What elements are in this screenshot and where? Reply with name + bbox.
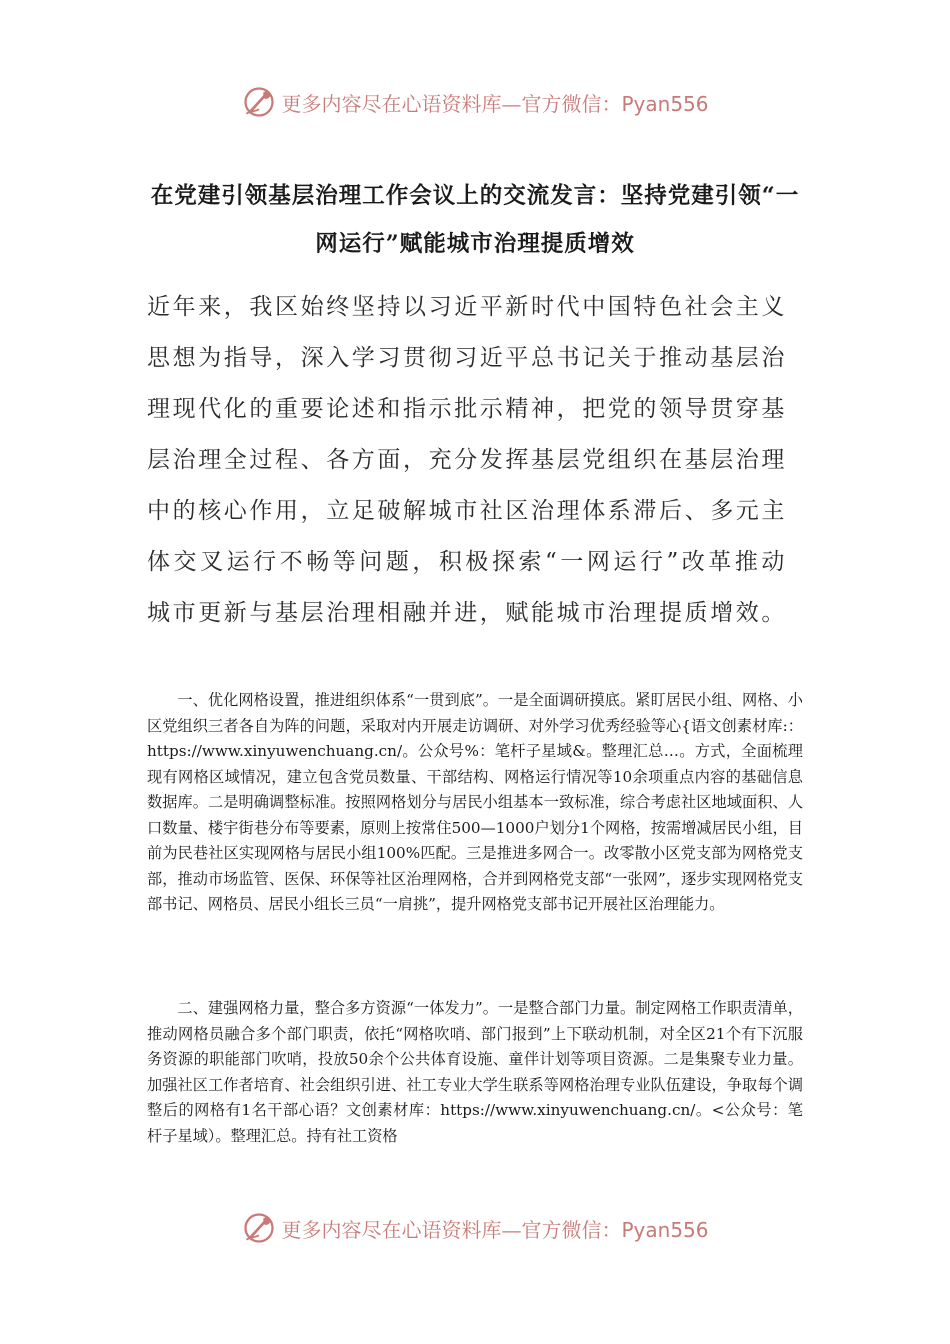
watermark-text: 更多内容尽在心语资料库—官方微信： [281, 91, 622, 116]
body-paragraph-1: 一、优化网格设置，推进组织体系“一贯到底”。一是全面调研摸底。紧盯居民小组、网格、小区党组织三者各自为阵的问题，采取对内开展走访调研、对外学习优秀经验等心{语文创素材库:：https://www.xinyuwenchuang.cn/。公众号%：笔杆子星域&。整理汇总…。方式，全面梳理现有网格区域情况，建立包含党员数量、干部结构、网格运行情况等10余项重点内容的基础信息数据库。二是明确调整标准。按照网格划分与居民小组基本一致标准，综合考虑社区地域面积、人口数量、楼宇街巷分布等要素，原则上按常住500—1000户划分1个网格，按需增减居民小组，目前为民巷社区实现网格与居民小组100%匹配。三是推进多网合一。改零散小区党支部为网格党支部，推动市场监管、医保、环保等社区治理网格，合并到网格党支部“一张网”，逐步实现网格党支部书记、网格员、居民小组长三员“一肩挑”，提升网格党支部书记开展社区治理能力。 [147, 691, 803, 913]
watermark-banner-top [0, 82, 950, 122]
watermark-handle: Pyan556 [621, 91, 709, 116]
watermark-handle: Pyan556 [621, 1217, 709, 1242]
watermark-banner-bottom [0, 1208, 950, 1248]
watermark-text: 更多内容尽在心语资料库—官方微信： [281, 1217, 622, 1242]
body-paragraph-2: 二、建强网格力量，整合多方资源“一体发力”。一是整合部门力量。制定网格工作职责清单，推动网格员融合多个部门职责，依托“网格吹哨、部门报到”上下联动机制，对全区21个有下沉服务资源的职能部门吹哨，投放50余个公共体育设施、童伴计划等项目资源。二是集聚专业力量。加强社区工作者培育、社会组织引进、社工专业大学生联系等网格治理专业队伍建设，争取每个调整后的网格有1名干部心语？文创素材库：https://www.xinyuwenchuang.cn/。<公众号：笔杆子星域）。整理汇总。持有社工资格 [147, 999, 803, 1145]
quill-logo-icon [241, 84, 277, 120]
intro-paragraph: 近年来，我区始终坚持以习近平新时代中国特色社会主义思想为指导，深入学习贯彻习近平总书记关于推动基层治理现代化的重要论述和指示批示精神，把党的领导贯穿基层治理全过程、各方面，充分发挥基层党组织在基层治理中的核心作用，立足破解城市社区治理体系滞后、多元主体交叉运行不畅等问题，积极探索“一网运行”改革推动城市更新与基层治理相融并进，赋能城市治理提质增效。 [147, 294, 787, 626]
quill-logo-icon [241, 1210, 277, 1246]
document-title: 在党建引领基层治理工作会议上的交流发言：坚持党建引领“一网运行”赋能城市治理提质增效 [150, 183, 800, 257]
